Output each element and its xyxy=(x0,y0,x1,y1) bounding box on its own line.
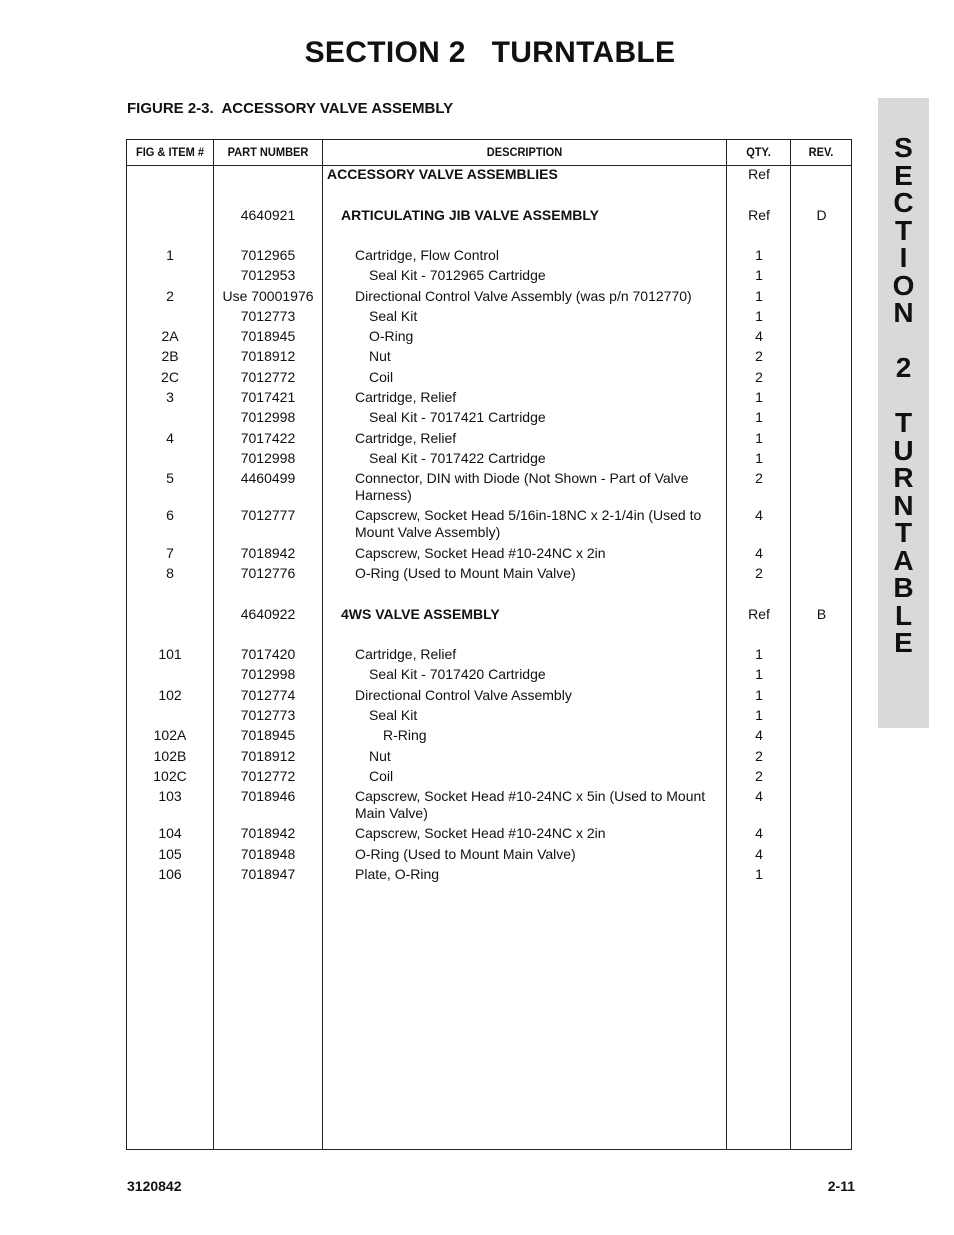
side-tab-letter: 2 xyxy=(895,352,912,383)
cell-qty: 2 xyxy=(755,369,763,385)
cell-item-number: 3 xyxy=(166,389,174,405)
header-part-number: PART NUMBER xyxy=(227,145,309,159)
side-tab-letter: N xyxy=(893,297,914,328)
side-tab-letter: S xyxy=(894,132,913,163)
cell-description: Seal Kit xyxy=(369,308,418,324)
cell-item-number: 102 xyxy=(158,687,182,703)
cell-description: Seal Kit xyxy=(369,707,418,723)
cell-qty: Ref xyxy=(748,207,770,223)
document-number: 3120842 xyxy=(127,1178,182,1194)
cell-part-number: 7018946 xyxy=(240,788,296,804)
cell-part-number: 7012998 xyxy=(240,409,296,425)
cell-description: Cartridge, Relief xyxy=(355,646,457,662)
cell-part-number: 4640922 xyxy=(240,606,296,622)
cell-part-number: 7012965 xyxy=(240,247,296,263)
header-description: DESCRIPTION xyxy=(486,145,563,159)
cell-part-number: 7012772 xyxy=(240,768,296,784)
cell-qty: 4 xyxy=(755,328,763,344)
cell-part-number: 7018948 xyxy=(240,846,296,862)
cell-qty: 1 xyxy=(755,288,763,304)
cell-item-number: 4 xyxy=(166,430,174,446)
side-tab-letter: T xyxy=(894,517,913,548)
cell-qty: 4 xyxy=(755,507,763,523)
cell-qty: 1 xyxy=(755,267,763,283)
cell-description: Coil xyxy=(369,369,394,385)
page-number: 2-11 xyxy=(827,1178,855,1194)
cell-description: Directional Control Valve Assembly (was p/n 7012770) xyxy=(355,288,692,304)
cell-part-number: 7018947 xyxy=(240,866,296,882)
cell-item-number: 2C xyxy=(161,369,179,385)
cell-item-number: 7 xyxy=(166,545,174,561)
cell-part-number: 7018912 xyxy=(240,348,296,364)
cell-part-number: 7012774 xyxy=(240,687,296,703)
cell-part-number: 7012772 xyxy=(240,369,296,385)
cell-qty: 4 xyxy=(755,846,763,862)
cell-description: Seal Kit - 7017420 Cartridge xyxy=(369,666,546,682)
cell-part-number: 7017422 xyxy=(240,430,296,446)
side-tab-letter: R xyxy=(893,462,914,493)
cell-qty: 1 xyxy=(755,666,763,682)
cell-item-number: 2 xyxy=(166,288,174,304)
side-tab-letters xyxy=(878,134,929,657)
cell-part-number: 7018945 xyxy=(240,328,296,344)
cell-item-number: 6 xyxy=(166,507,174,523)
side-tab-letter: N xyxy=(893,489,914,521)
cell-description: Coil xyxy=(369,768,394,784)
cell-part-number: 7012953 xyxy=(240,267,296,283)
section-title: SECTION 2 TURNTABLE xyxy=(304,36,676,69)
cell-item-number: 8 xyxy=(166,565,174,581)
cell-item-number: 2B xyxy=(161,348,179,364)
cell-qty: 2 xyxy=(755,768,763,784)
cell-item-number: 5 xyxy=(166,470,174,486)
cell-item-number: 106 xyxy=(158,866,182,882)
side-tab-letter: I xyxy=(899,242,908,273)
cell-qty: 4 xyxy=(755,825,763,841)
cell-part-number: 4460499 xyxy=(240,470,296,486)
cell-part-number: 7012777 xyxy=(240,507,296,523)
cell-item-number: 102A xyxy=(153,727,187,743)
cell-part-number: 7012998 xyxy=(240,450,296,466)
cell-description: O-Ring (Used to Mount Main Valve) xyxy=(355,846,576,862)
cell-part-number: 7012998 xyxy=(240,666,296,682)
cell-part-number: 7018942 xyxy=(240,825,296,841)
cell-part-number: 7012773 xyxy=(240,308,296,324)
cell-description: ACCESSORY VALVE ASSEMBLIES xyxy=(327,166,558,182)
cell-part-number: 7018945 xyxy=(240,727,296,743)
cell-item-number: 101 xyxy=(158,646,182,662)
cell-item-number: 105 xyxy=(158,846,182,862)
cell-part-number: 7012773 xyxy=(240,707,296,723)
side-tab-letter: A xyxy=(893,544,914,576)
side-tab-letter: U xyxy=(893,434,914,466)
cell-qty: 2 xyxy=(755,565,763,581)
cell-item-number: 104 xyxy=(158,825,182,841)
cell-rev: D xyxy=(816,207,827,223)
cell-description: Capscrew, Socket Head 5/16in-18NC x 2-1/4in (Used to Mount Valve Assembly) xyxy=(355,507,702,540)
cell-description: O-Ring xyxy=(369,328,414,344)
cell-qty: 1 xyxy=(755,707,763,723)
cell-part-number: 7017420 xyxy=(240,646,296,662)
header-qty: QTY. xyxy=(746,145,771,159)
side-tab-letter: T xyxy=(894,214,913,246)
cell-item-number: 1 xyxy=(166,247,174,263)
cell-qty: 2 xyxy=(755,470,763,486)
cell-description: Capscrew, Socket Head #10-24NC x 2in xyxy=(355,545,606,561)
header-rev: REV. xyxy=(808,145,834,159)
cell-qty: 4 xyxy=(755,545,763,561)
side-tab-letter: T xyxy=(894,407,913,438)
side-tab-letter: B xyxy=(893,572,914,603)
cell-qty: 1 xyxy=(755,646,763,662)
cell-qty: 2 xyxy=(755,748,763,764)
cell-item-number: 2A xyxy=(161,328,179,344)
cell-qty: 1 xyxy=(755,866,763,882)
cell-part-number: Use 70001976 xyxy=(222,288,314,304)
cell-description: ARTICULATING JIB VALVE ASSEMBLY xyxy=(341,207,599,223)
section-side-tab xyxy=(878,98,929,728)
cell-description: Cartridge, Relief xyxy=(355,389,457,405)
cell-description: Capscrew, Socket Head #10-24NC x 5in (Used to Mount Main Valve) xyxy=(355,788,706,821)
cell-part-number: 7018912 xyxy=(240,748,296,764)
cell-description: Cartridge, Relief xyxy=(355,430,457,446)
cell-description: Nut xyxy=(369,748,391,764)
cell-qty: 4 xyxy=(755,727,763,743)
cell-description: R-Ring xyxy=(383,727,427,743)
side-tab-letter: E xyxy=(894,627,913,658)
cell-qty: 4 xyxy=(755,788,763,804)
side-tab-letter: C xyxy=(893,187,914,218)
cell-description: Nut xyxy=(369,348,391,364)
cell-description: Capscrew, Socket Head #10-24NC x 2in xyxy=(355,825,606,841)
cell-qty: 1 xyxy=(755,247,763,263)
cell-qty: Ref xyxy=(748,606,770,622)
side-tab-letter: O xyxy=(892,269,915,301)
cell-qty: 2 xyxy=(755,348,763,364)
cell-qty: 1 xyxy=(755,430,763,446)
parts-table xyxy=(126,139,852,1150)
cell-description: Seal Kit - 7017422 Cartridge xyxy=(369,450,546,466)
cell-rev: B xyxy=(816,606,827,622)
column-divider xyxy=(322,140,323,1149)
cell-qty: 1 xyxy=(755,409,763,425)
cell-item-number: 102C xyxy=(153,768,187,784)
side-tab-letter: E xyxy=(894,159,913,191)
cell-qty: 1 xyxy=(755,687,763,703)
cell-qty: 1 xyxy=(755,389,763,405)
cell-description: Directional Control Valve Assembly xyxy=(355,687,572,703)
cell-qty: 1 xyxy=(755,450,763,466)
cell-item-number: 102B xyxy=(153,748,187,764)
cell-qty: Ref xyxy=(748,166,770,182)
figure-title: FIGURE 2-3. ACCESSORY VALVE ASSEMBLY xyxy=(127,100,454,117)
cell-part-number: 4640921 xyxy=(240,207,296,223)
cell-description: Seal Kit - 7017421 Cartridge xyxy=(369,409,546,425)
cell-qty: 1 xyxy=(755,308,763,324)
cell-description: Connector, DIN with Diode (Not Shown - Part of Valve Harness) xyxy=(355,470,689,503)
cell-part-number: 7012776 xyxy=(240,565,296,581)
cell-description: Cartridge, Flow Control xyxy=(355,247,499,263)
side-tab-letter: L xyxy=(894,599,913,631)
header-item: FIG & ITEM # xyxy=(135,145,205,159)
cell-description: Seal Kit - 7012965 Cartridge xyxy=(369,267,546,283)
cell-part-number: 7018942 xyxy=(240,545,296,561)
cell-part-number: 7017421 xyxy=(240,389,296,405)
cell-description: Plate, O-Ring xyxy=(355,866,440,882)
cell-description: 4WS VALVE ASSEMBLY xyxy=(341,606,500,622)
cell-item-number: 103 xyxy=(158,788,182,804)
cell-description: O-Ring (Used to Mount Main Valve) xyxy=(355,565,576,581)
